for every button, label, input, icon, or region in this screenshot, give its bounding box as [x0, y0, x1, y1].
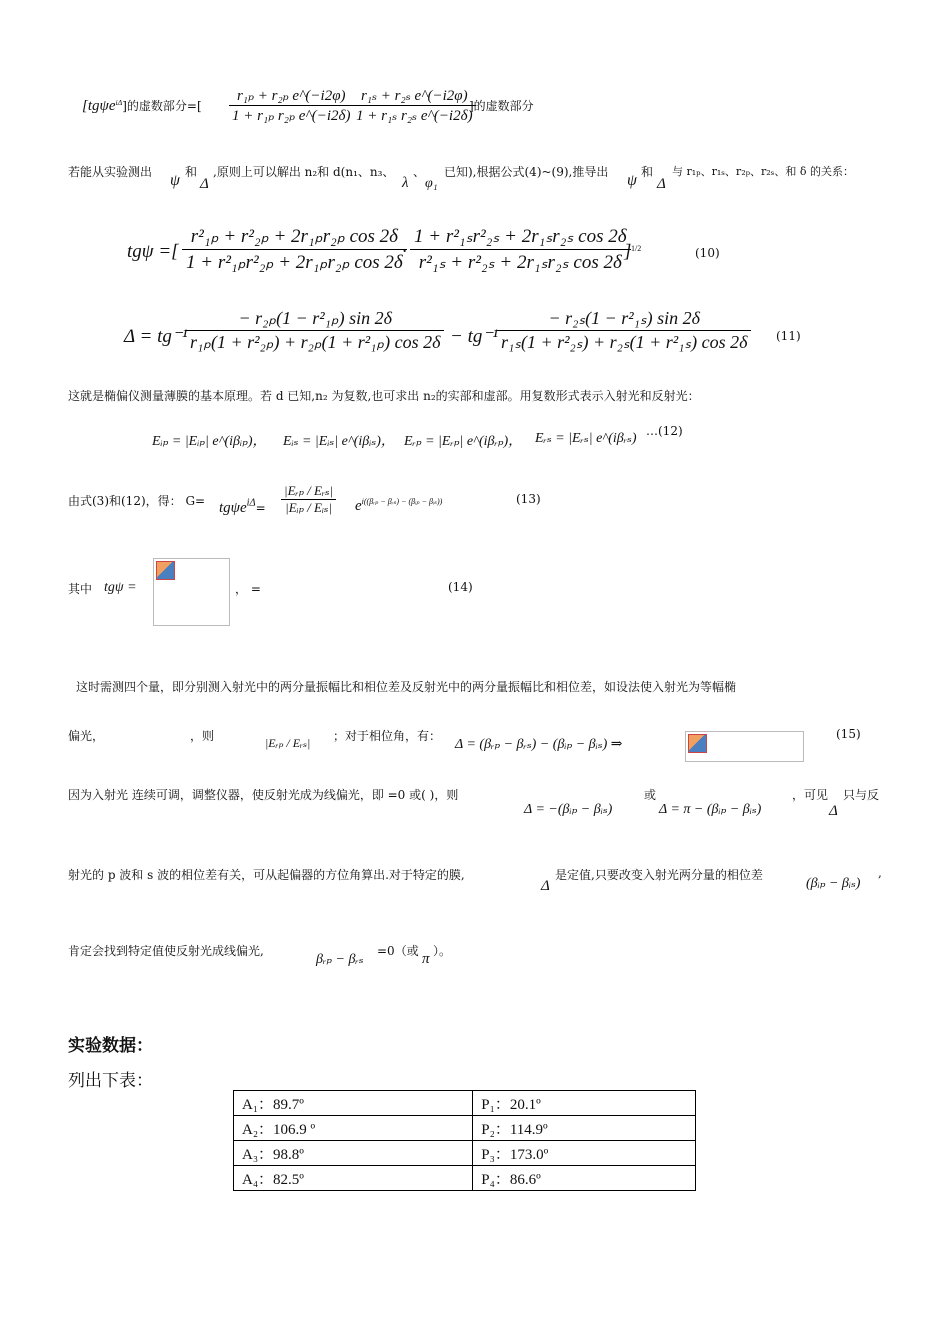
table-cell: P₃：173.0º — [473, 1141, 696, 1166]
para-1-c: 已知),根据公式(4)~(9),推导出 — [444, 165, 609, 179]
broken-image-placeholder — [153, 558, 230, 626]
table-cell: P₂：114.9º — [473, 1116, 696, 1141]
line18-c: ）。 — [433, 944, 452, 958]
list-label: 列出下表： — [68, 1071, 153, 1091]
image-icon — [156, 561, 175, 580]
line18-a: 肯定会找到特定值使反射光成线偏光, — [68, 944, 264, 958]
line15-b: ，则 — [190, 729, 215, 743]
equation-imag-part — [82, 97, 202, 115]
imag-fraction-1 — [229, 86, 353, 125]
eq10-close: ] — [624, 241, 632, 262]
eq13-exp: i((βᵣₚ − βᵣₛ) − (βᵢₚ − βᵢₛ)) — [361, 497, 443, 506]
image-icon — [688, 734, 707, 753]
eq13-eq: = — [255, 501, 266, 515]
table-row — [234, 1116, 696, 1141]
line15-label: (15) — [836, 727, 861, 741]
line16-f2: Δ = π − (βᵢₚ − βᵢₛ) — [659, 802, 762, 817]
eq12-eis: Eᵢₛ = |Eᵢₛ| e^(iβᵢₛ)， — [283, 434, 395, 449]
imag-fraction-2 — [353, 86, 476, 125]
para-1-b: ,原则上可以解出 n₂和 d(n₁、n₃、 — [213, 165, 395, 179]
data-table — [233, 1090, 696, 1191]
eq13-lhs: tgψe — [219, 500, 247, 516]
eq11-label: (11) — [776, 329, 801, 343]
eq10-label: (10) — [695, 246, 720, 260]
line17-a: 射光的 p 波和 s 波的相位差有关，可从起偏器的方位角算出.对于特定的膜, — [68, 868, 465, 882]
eq10-dot: · — [402, 241, 407, 262]
imag-f2-num: r₁ₛ + r₂ₛ e^(−i2φ) — [353, 86, 476, 106]
eq11-fraction-1 — [186, 307, 444, 354]
imag-mid: ]的虚数部分=[ — [122, 99, 202, 113]
table-cell: P₁：20.1º — [473, 1091, 696, 1116]
eq13-prefix: 由式(3)和(12)，得： G= — [68, 494, 206, 508]
table-row — [234, 1166, 696, 1191]
line15-abs: |Eᵣₚ / Eᵣₛ| — [265, 736, 311, 750]
line18-f: βᵣₚ − βᵣₛ — [316, 952, 364, 967]
line16-a: 因为入射光 连续可调，调整仪器，使反射光成为线偏光，即 =0 或( )，则 — [68, 788, 459, 802]
line16-or: 或 — [644, 788, 657, 802]
imag-lhs-sup: iΔ — [115, 98, 123, 107]
lambda-symbol: λ — [402, 175, 409, 191]
eq10-fraction-2 — [410, 224, 631, 275]
eq13-lhs-sup: iΔ — [246, 497, 256, 509]
imag-f2-den: 1 + r₁ₛ r₂ₛ e^(−i2δ) — [356, 108, 473, 124]
line17-f: (βᵢₚ − βᵢₛ) — [806, 876, 861, 891]
eq11-f1-num: − r₂ₚ(1 − r²₁ₚ) sin 2δ — [186, 307, 444, 331]
psi-symbol-2: ψ — [627, 172, 637, 189]
imag-lhs: [tgψe — [82, 98, 116, 114]
eq12-erp: Eᵣₚ = |Eᵣₚ| e^(iβᵣₚ)， — [404, 434, 523, 449]
eq13-lhs-group — [219, 497, 266, 517]
para-1-sep: 、 — [413, 165, 426, 179]
para-3: 这时需测四个量，即分别测入射光中的两分量振幅比和相位差及反射光中的两分量振幅比和相位差，如设法使入射光为等幅椭 — [76, 680, 737, 694]
imag-f1-num: r₁ₚ + r₂ₚ e^(−i2φ) — [229, 86, 353, 106]
eq14-lhs: tgψ = — [104, 580, 137, 595]
table-cell: A₃：98.8º — [234, 1141, 473, 1166]
line17-c: , — [878, 866, 882, 880]
eq10-lhs: tgψ =[ — [127, 241, 179, 262]
eq13-exp-group — [355, 497, 442, 515]
eq11-minus: − tg⁻¹ — [450, 326, 499, 347]
eq11-fraction-2 — [497, 307, 751, 354]
table-cell: A₁：89.7º — [234, 1091, 473, 1116]
imag-tail: ]的虚数部分 — [469, 99, 534, 113]
eq13-fraction — [281, 483, 336, 516]
table-cell: A₄：82.5º — [234, 1166, 473, 1191]
para-1-and: 和 — [185, 165, 198, 179]
eq12-eip: Eᵢₚ = |Eᵢₚ| e^(iβᵢₚ)， — [152, 434, 267, 449]
eq13-exp-base: e — [355, 498, 362, 514]
eq10-fraction-1 — [182, 224, 407, 275]
imag-f1-den: 1 + r₁ₚ r₂ₚ e^(−i2δ) — [232, 108, 351, 124]
eq11-f2-den: r₁ₛ(1 + r²₂ₛ) + r₂ₛ(1 + r²₁ₛ) cos 2δ — [501, 332, 748, 352]
table-row — [234, 1091, 696, 1116]
eq12-ers: Eᵣₛ = |Eᵣₛ| e^(iβᵣₛ) — [535, 431, 637, 446]
para-2: 这就是椭偏仪测量薄膜的基本原理。若 d 已知,n₂ 为复数,也可求出 n₂的实部和虚部。用复数形式表示入射光和反射光： — [68, 389, 700, 403]
eq13-label: (13) — [516, 492, 541, 506]
eq10-f1-num: r²₁ₚ + r²₂ₚ + 2r₁ₚr₂ₚ cos 2δ — [182, 224, 407, 250]
line16-c: 只与反 — [843, 788, 880, 802]
eq10-f1-den: 1 + r²₁ₚr²₂ₚ + 2r₁ₚr₂ₚ cos 2δ — [186, 252, 403, 273]
section-title: 实验数据： — [68, 1036, 153, 1056]
eq11-f2-num: − r₂ₛ(1 − r²₁ₛ) sin 2δ — [497, 307, 751, 331]
table-cell: P₄：86.6º — [473, 1166, 696, 1191]
eq11-f1-den: r₁ₚ(1 + r²₂ₚ) + r₂ₚ(1 + r²₁ₚ) cos 2δ — [190, 332, 441, 352]
eq14-label: (14) — [448, 580, 473, 594]
line16-f1: Δ = −(βᵢₚ − βᵢₛ) — [524, 802, 613, 817]
broken-image-placeholder-2 — [685, 731, 804, 762]
line16-delta: Δ — [829, 803, 838, 819]
line15-eq: Δ = (βᵣₚ − βᵣₛ) − (βᵢₚ − βᵢₛ) ⇒ — [455, 737, 623, 752]
eq10-power: 1/2 — [631, 244, 642, 253]
line15-a: 偏光， — [68, 729, 105, 743]
line18-b: =0（或 — [377, 944, 419, 958]
eq10-f2-den: r²₁ₛ + r²₂ₛ + 2r₁ₛr₂ₛ cos 2δ — [418, 252, 622, 273]
line17-delta: Δ — [541, 878, 550, 894]
eq13-num: |Eᵣₚ / Eᵣₛ| — [281, 483, 336, 500]
line16-b: ，可见 — [792, 788, 829, 802]
para-1-and-2: 和 — [641, 165, 654, 179]
phi1-symbol: φ₁ — [425, 176, 438, 191]
line18-pi: π — [422, 951, 430, 967]
eq11-lhs: Δ = tg⁻¹ — [124, 326, 188, 347]
eq13-den: |Eᵢₚ / Eᵢₛ| — [285, 500, 332, 515]
eq14-mid: ， = — [235, 582, 261, 596]
eq10-f2-num: 1 + r²₁ₛr²₂ₛ + 2r₁ₛr₂ₛ cos 2δ — [410, 224, 631, 250]
psi-symbol: ψ — [170, 172, 180, 189]
line17-b: 是定值,只要改变入射光两分量的相位差 — [555, 868, 763, 882]
delta-symbol: Δ — [200, 176, 209, 192]
eq14-prefix: 其中 — [68, 582, 93, 596]
para-1-a: 若能从实验测出 — [68, 165, 153, 179]
table-row — [234, 1141, 696, 1166]
delta-symbol-2: Δ — [657, 176, 666, 192]
line15-c: ；对于相位角，有： — [333, 729, 442, 743]
para-1-d: 与 r₁ₚ、r₁ₛ、r₂ₚ、r₂ₛ、和 δ 的关系： — [672, 165, 854, 178]
table-cell: A₂：106.9 º — [234, 1116, 473, 1141]
eq12-label: …(12) — [646, 424, 683, 438]
